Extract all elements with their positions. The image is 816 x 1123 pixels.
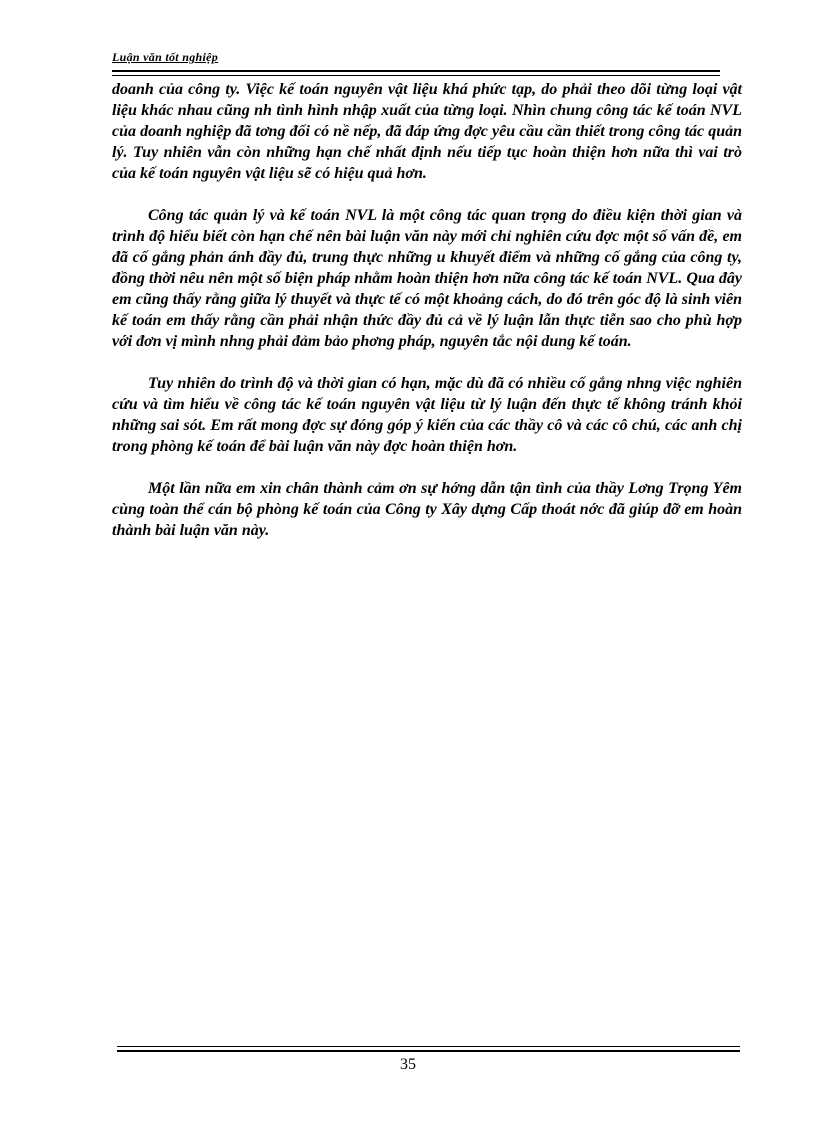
paragraph: Tuy nhiên do trình độ và thời gian có hạn, mặc dù đã có nhiều cố gắng nhng việc nghiên cứu và tìm hiểu về công tác kế toán nguyên vật liệu từ lý luận đến thực tế không tránh khỏi những sai sót. Em rất mong đợc sự đóng góp ý kiến của các thầy cô và các cô chú, các anh chị trong phòng kế toán để bài luận văn này đợc hoàn thiện hơn. [112,375,742,455]
footer-rule-thick [117,1050,740,1052]
running-header: Luận văn tốt nghiệp [112,50,219,64]
paragraph: Một lần nữa em xin chân thành cảm ơn sự hớng dẫn tận tình của thầy Lơng Trọng Yêm cùng toàn thể cán bộ phòng kế toán của Công ty Xây dựng Cấp thoát nớc đã giúp đỡ em hoàn thành bài luận văn này. [112,480,742,539]
paragraph-continuation: doanh của công ty. Việc kế toán nguyên vật liệu khá phức tạp, do phải theo dõi từng loại vật liệu khác nhau cũng nh tình hình nhập xuất của từng loại. Nhìn chung công tác kế toán NVL của doanh nghiệp đã tơng đối có nề nếp, đã đáp ứng đợc yêu cầu cần thiết trong công tác quản lý. Tuy nhiên vẫn còn những hạn chế nhất định nếu tiếp tục hoàn thiện hơn nữa thì vai trò của kế toán nguyên vật liệu sẽ có hiệu quả hơn. [112,81,742,182]
page-number: 35 [400,1056,416,1073]
header-rule-thick [112,70,720,72]
footer-rule-thin [117,1046,740,1047]
header-rule-thin [112,75,720,76]
body-text [112,79,742,562]
paragraph: Công tác quản lý và kế toán NVL là một công tác quan trọng do điều kiện thời gian và trình độ hiểu biết còn hạn chế nên bài luận văn này mới chỉ nghiên cứu đợc một số vấn đề, em đã cố gắng phản ánh đầy đủ, trung thực những u khuyết điểm và những cố gắng của công ty, đồng thời nêu nên một số biện pháp nhằm hoàn thiện hơn nữa công tác kế toán NVL. Qua đây em cũng thấy rằng giữa lý thuyết và thực tế có một khoảng cách, do đó trên góc độ là sinh viên kế toán em thấy rằng cần phải nhận thức đầy đủ cả về lý luận lẫn thực tiễn sao cho phù hợp với đơn vị mình nhng phải đảm bảo phơng pháp, nguyên tắc nội dung kế toán. [112,207,742,350]
